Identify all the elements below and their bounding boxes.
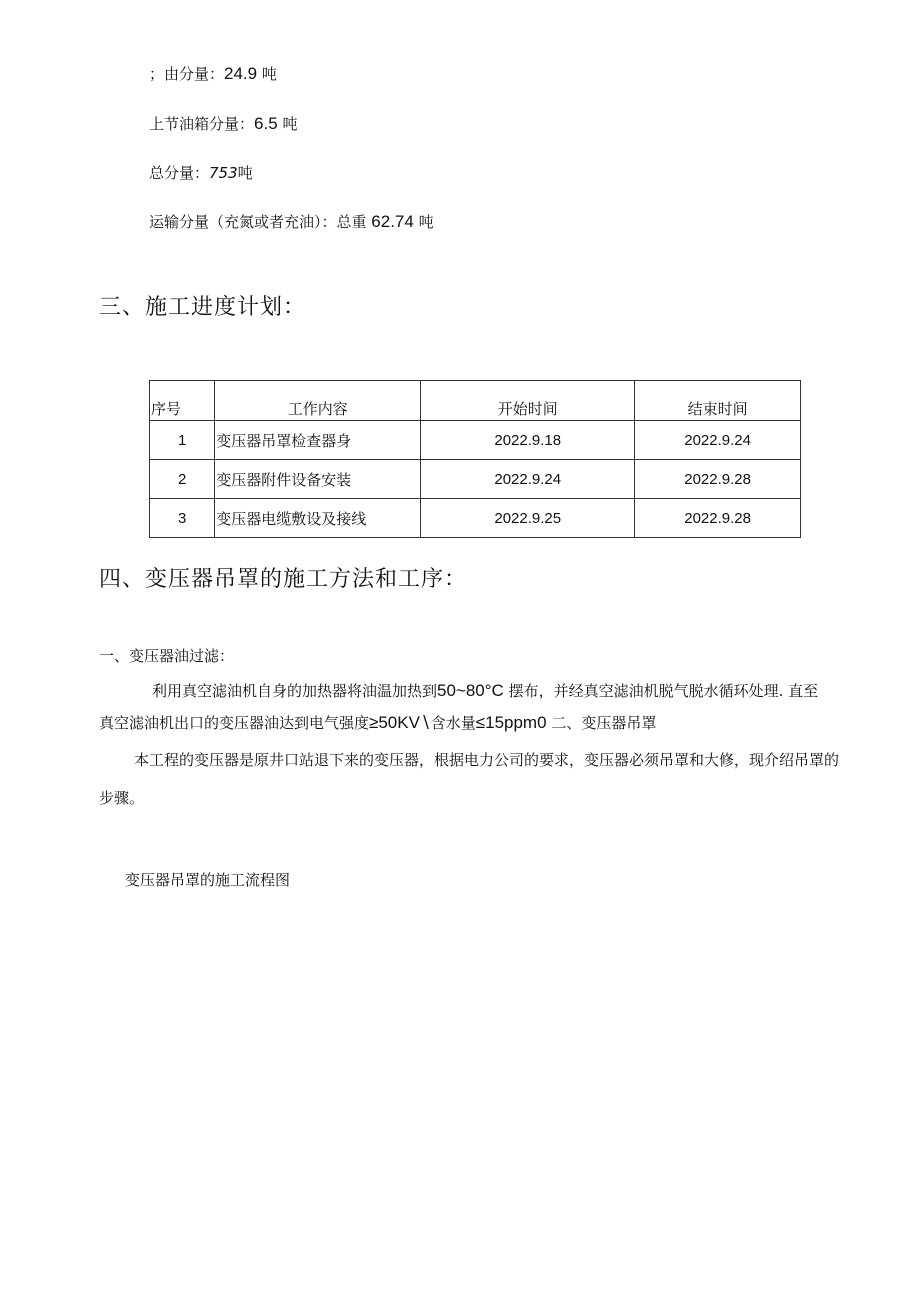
weight-value: 24.9 [224,64,258,83]
weight-value: 753 [209,164,238,182]
row-end-date: 2022.9.28 [635,460,801,499]
paragraph-text: 二、变压器吊罩 [551,714,657,732]
weight-value: 62.74 [371,212,414,231]
weight-line-2 [149,114,297,134]
header-start: 开始时间 [421,381,635,421]
header-seq: 序号 [150,381,215,421]
row-task: 变压器附件设备安装 [215,460,421,499]
header-task: 工作内容 [215,381,421,421]
weight-line-4 [149,212,434,232]
paragraph-2-line-1: 本工程的变压器是原井口站退下来的变压器，根据电力公司的要求，变压器必须吊罩和大修，现介绍吊罩的 [134,751,840,769]
weight-label: 上节油箱分量： [149,115,255,133]
weight-unit: 吨 [261,65,277,83]
weight-label: 总分量： [149,164,210,182]
paragraph-1-line-1 [152,681,818,701]
weight-unit: 吨 [237,164,253,182]
row-start-date: 2022.9.25 [421,499,635,538]
section-heading-3: 三、施工进度计划： [99,295,307,320]
subheading-oil-filter: 一、变压器油过滤： [99,647,235,665]
water-content-value: ≤15ppm0 [475,713,547,732]
paragraph-text: 真空滤油机出口的变压器油达到电气强度 [99,714,370,732]
row-task: 变压器电缆敷设及接线 [215,499,421,538]
weight-line-1 [149,64,277,84]
table-row [150,460,801,499]
weight-label: ；由分量： [149,65,225,83]
row-number: 1 [150,421,215,460]
strength-value: ≥50KV∖ [369,713,431,732]
paragraph-text: 利用真空滤油机自身的加热器将油温加热到 [152,682,438,700]
table-row [150,499,801,538]
weight-line-3 [149,163,253,183]
row-start-date: 2022.9.24 [421,460,635,499]
row-task: 变压器吊罩检查器身 [215,421,421,460]
row-end-date: 2022.9.28 [635,499,801,538]
paragraph-2-line-2: 步骤。 [99,789,145,807]
schedule-table [149,380,801,538]
weight-value: 6.5 [254,114,278,133]
temperature-range: 50~80°C [437,681,504,700]
flowchart-caption: 变压器吊罩的施工流程图 [125,871,291,889]
weight-unit: 吨 [418,213,434,231]
section-heading-4: 四、变压器吊罩的施工方法和工序： [99,567,468,592]
paragraph-1-line-2 [99,713,656,733]
table-header-row [150,381,801,421]
table-row [150,421,801,460]
weight-unit: 吨 [282,115,298,133]
row-number: 2 [150,460,215,499]
paragraph-text: 含水量 [430,714,476,732]
row-end-date: 2022.9.24 [635,421,801,460]
paragraph-text: 摆布，并经真空滤油机脱气脱水循环处理. 直至 [508,682,819,700]
header-end: 结束时间 [635,381,801,421]
row-start-date: 2022.9.18 [421,421,635,460]
weight-label: 运输分量（充氮或者充油）：总重 [149,213,367,231]
row-number: 3 [150,499,215,538]
